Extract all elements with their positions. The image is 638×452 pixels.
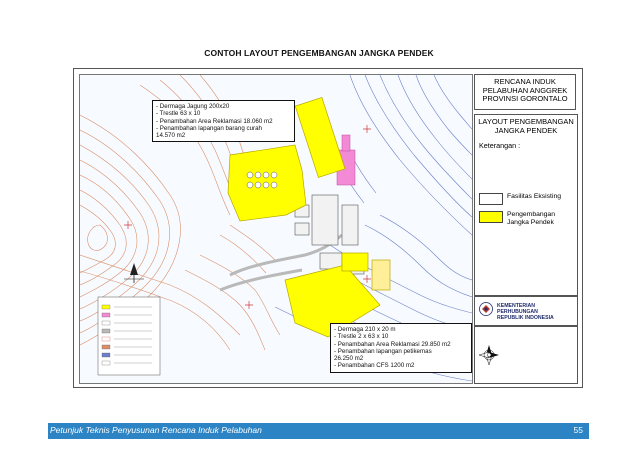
ministry-line: KEMENTERIAN PERHUBUNGAN xyxy=(497,303,538,316)
keterangan-label: Keterangan : xyxy=(479,141,521,150)
footer-bar xyxy=(48,423,589,439)
layout-title xyxy=(475,118,577,135)
callout-line: - Penambahan Area Reklamasi 18.060 m2 xyxy=(156,117,273,125)
legend-item-short-term xyxy=(479,211,575,231)
callout-line: - Dermaga Jagung 200x20 xyxy=(156,103,230,110)
map-mini-legend xyxy=(98,297,160,375)
layout-title-line: LAYOUT PENGEMBANGAN xyxy=(478,117,574,126)
ministry-name xyxy=(497,303,577,322)
layout-title-line: JANGKA PENDEK xyxy=(494,125,558,135)
callout-line: - Dermaga 210 x 20 m xyxy=(334,326,396,333)
compass-rose-icon xyxy=(475,327,577,383)
page-title: CONTOH LAYOUT PENGEMBANGAN JANGKA PENDEK xyxy=(204,48,434,58)
callout-line: - Penambahan Area Reklamasi 29.850 m2 xyxy=(334,340,451,348)
legend-box xyxy=(474,114,578,296)
callout-short-term-north xyxy=(152,100,295,142)
legend-swatch-existing xyxy=(479,193,503,205)
legend-label: Fasilitas Eksisting xyxy=(507,193,562,200)
footer-title: Petunjuk Teknis Penyusunan Rencana Induk Pelabuhan xyxy=(50,425,262,435)
ministry-line: REPUBLIK INDONESIA xyxy=(497,315,554,322)
callout-line: - Penambahan CFS 1200 m2 xyxy=(334,362,415,370)
legend-item-existing xyxy=(479,193,575,205)
callout-line: - Penambahan lapangan barang curah xyxy=(156,124,262,132)
ministry-box xyxy=(474,296,578,326)
callout-short-term-south xyxy=(330,323,472,373)
plan-title-line: PROVINSI GORONTALO xyxy=(482,94,568,103)
legend-label xyxy=(507,211,555,227)
page-number: 55 xyxy=(573,425,583,435)
legend-label-line: Jangka Pendek xyxy=(507,219,554,226)
legend-swatch-short-term xyxy=(479,211,503,223)
callout-line: - Trestle 63 x 10 xyxy=(156,110,201,118)
title-block xyxy=(474,74,578,382)
callout-line: 26.250 m2 xyxy=(334,355,364,363)
plan-title-box xyxy=(474,74,576,110)
callout-line: - Penambahan lapangan petikemas xyxy=(334,347,432,355)
plan-title-line: RENCANA INDUK xyxy=(494,77,556,86)
callout-line: - Trestle 2 x 63 x 10 xyxy=(334,333,389,341)
compass-box xyxy=(474,326,578,384)
plan-title-line: PELABUHAN ANGGREK xyxy=(482,85,568,95)
legend-label-line: Pengembangan xyxy=(507,211,555,218)
ministry-emblem-icon xyxy=(479,302,493,316)
callout-line: 14.570 m2 xyxy=(156,132,186,140)
